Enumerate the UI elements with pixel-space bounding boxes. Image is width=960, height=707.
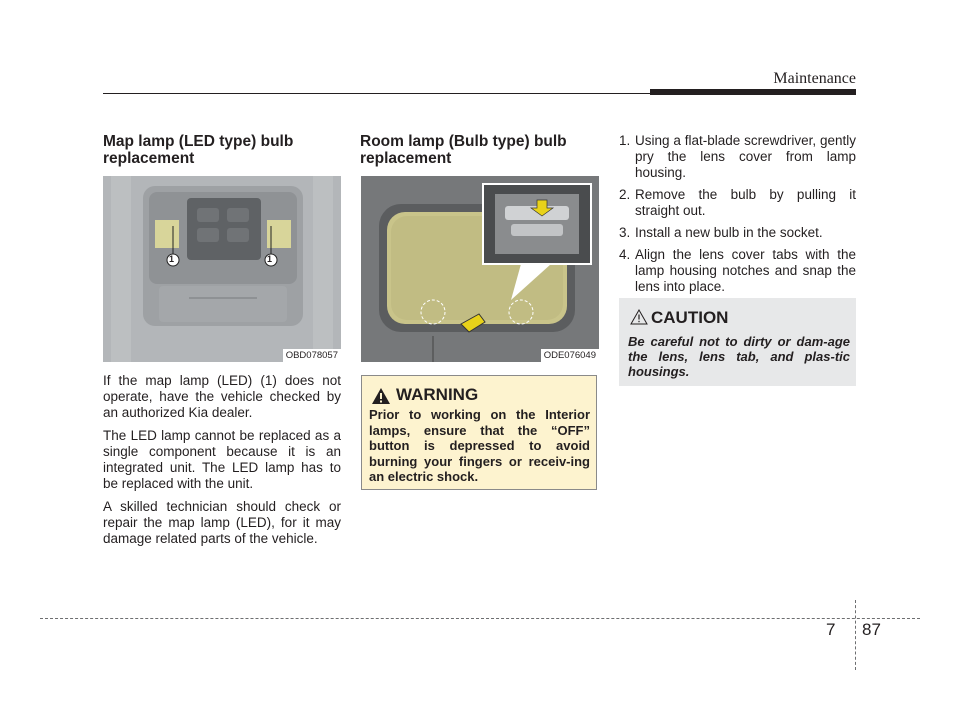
map-lamp-image-code: OBD078057 — [283, 349, 341, 362]
map-lamp-paragraph: A skilled technician should check or repair the map lamp (LED), for it may damage related parts of the vehicle. — [103, 499, 341, 546]
caution-text: Be careful not to dirty or dam-age the lens, lens tab, and plas-tic housings. — [628, 334, 850, 379]
room-lamp-image-code: ODE076049 — [541, 349, 599, 362]
header-bar — [650, 89, 856, 95]
step-number: 3. — [619, 225, 631, 240]
room-lamp-heading: Room lamp (Bulb type) bulb replacement — [360, 133, 567, 167]
list-item — [619, 187, 856, 219]
map-lamp-illustration — [103, 176, 341, 362]
footer-rule — [40, 618, 920, 619]
list-item — [619, 225, 856, 241]
chapter-number: 7 — [826, 620, 836, 639]
warning-title: WARNING — [396, 385, 479, 404]
footer-divider — [855, 600, 856, 670]
map-lamp-paragraph: If the map lamp (LED) (1) does not operate, have the vehicle checked by an authorized Kia dealer. — [103, 373, 341, 420]
warning-text: Prior to working on the Interior lamps, ensure that the “OFF” button is depressed to avoid burning your fingers or receiv-ing an electric shock. — [369, 407, 590, 484]
list-item — [619, 133, 856, 181]
map-lamp-paragraph: The LED lamp cannot be replaced as a single component because it is an integrated unit. The LED lamp has to be replaced with the unit. — [103, 428, 341, 491]
room-lamp-illustration — [361, 176, 599, 362]
step-number: 1. — [619, 133, 631, 148]
replacement-steps — [619, 133, 856, 301]
caution-title: CAUTION — [651, 308, 729, 327]
step-number: 2. — [619, 187, 631, 202]
step-text: Using a flat-blade screwdriver, gently pry the lens cover from lamp housing. — [635, 133, 856, 180]
map-lamp-photo — [103, 176, 341, 362]
warning-icon — [371, 387, 391, 405]
map-lamp-text — [103, 373, 341, 554]
room-lamp-photo — [361, 176, 599, 362]
section-header-title: Maintenance — [773, 70, 856, 87]
caution-icon — [630, 309, 648, 325]
callout-1-right: 1 — [267, 254, 273, 264]
step-number: 4. — [619, 247, 631, 262]
step-text: Remove the bulb by pulling it straight out. — [635, 187, 856, 218]
list-item — [619, 247, 856, 295]
map-lamp-heading: Map lamp (LED type) bulb replacement — [103, 133, 294, 167]
step-text: Align the lens cover tabs with the lamp housing notches and snap the lens into place. — [635, 247, 856, 294]
step-text: Install a new bulb in the socket. — [635, 225, 823, 240]
callout-1-left: 1 — [169, 254, 175, 264]
page-number: 87 — [862, 620, 881, 639]
